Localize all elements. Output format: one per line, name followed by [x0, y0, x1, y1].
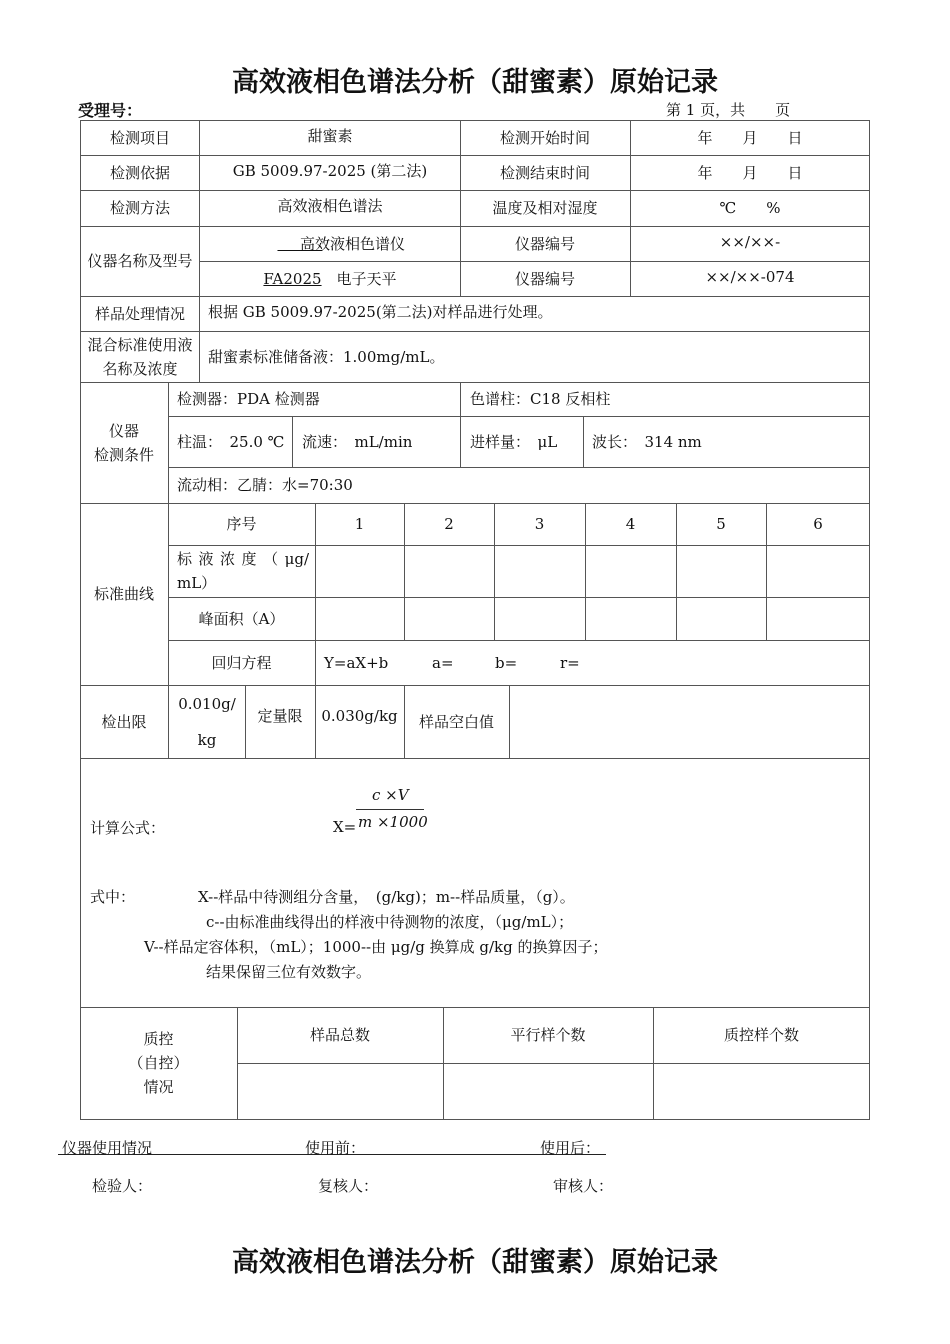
end-time-label: 检测结束时间 — [499, 164, 590, 182]
lod-label: 检出限 — [101, 712, 147, 731]
qc-parallel-label: 平行样个数 — [510, 1026, 586, 1044]
regression-equation: Y=aX+b — [324, 654, 389, 672]
regression-label: 回归方程 — [211, 653, 272, 672]
method-value: 高效液相色谱法 — [277, 197, 383, 215]
approver-label: 审核人： — [553, 1177, 614, 1195]
test-item-value: 甜蜜素 — [307, 127, 353, 145]
sample-processing-label: 样品处理情况 — [94, 305, 185, 323]
method-label: 检测方法 — [109, 199, 170, 217]
column: 色谱柱：C18 反相柱 — [470, 390, 611, 408]
regression-b: b= — [495, 654, 518, 672]
concentration-label: 标 液 浓 度 （ μg/ mL） — [177, 550, 309, 592]
instrument-2-model: FA2025 — [263, 269, 322, 288]
instrument-1-no-label: 仪器编号 — [514, 234, 575, 253]
acceptance-number-label: 受理号： — [78, 101, 143, 120]
legend-line-1: X--样品中待测组分含量， (g/kg)；m--样品质量，（g）。 — [198, 888, 575, 906]
basis-label: 检测依据 — [109, 164, 170, 182]
legend-line-3: V--样品定容体积，（mL）；1000--由 μg/g 换算成 g/kg 的换算因子； — [144, 938, 608, 956]
seq-number: 6 — [813, 515, 823, 533]
standard-curve-label: 标准曲线 — [93, 585, 154, 603]
instrument-2-name: 电子天平 — [336, 269, 397, 288]
fraction-bar — [356, 809, 424, 810]
instrument-1-blank — [255, 232, 300, 256]
test-item-label: 检测项目 — [109, 129, 170, 147]
conditions-label: 仪器 检测条件 — [93, 421, 154, 464]
blank-value-label: 样品空白值 — [418, 712, 494, 731]
instrument-2-no-label: 仪器编号 — [514, 269, 575, 288]
usage-label: 仪器使用情况 — [62, 1139, 153, 1157]
usage-before-label: 使用前： — [305, 1139, 366, 1157]
basis-value: GB 5009.97-2025 (第二法) — [232, 162, 428, 180]
regression-a: a= — [432, 654, 454, 672]
instrument-2 — [200, 261, 460, 296]
seq-number: 3 — [534, 515, 545, 533]
next-page-title: 高效液相色谱法分析（甜蜜素）原始记录 — [232, 1247, 718, 1278]
qc-label: 质控 （自控） 情况 — [128, 1030, 189, 1096]
formula-numerator: c ×V — [372, 786, 409, 804]
regression-r: r= — [560, 654, 580, 672]
instrument-1-no-value: ××/××- — [719, 233, 781, 251]
reviewer-label: 复核人： — [318, 1177, 379, 1195]
environment-value: ℃ % — [719, 199, 781, 217]
standard-solution-label: 混合标准使用液名称及浓度 — [87, 335, 193, 378]
standard-solution-value: 甜蜜素标准储备液：1.00mg/mL。 — [208, 347, 445, 366]
end-time-value: 年 月 日 — [697, 164, 803, 182]
instrument-1 — [200, 226, 460, 261]
detector: 检测器：PDA 检测器 — [177, 390, 320, 408]
qc-count-label: 质控样个数 — [723, 1026, 799, 1044]
inspector-label: 检验人： — [92, 1177, 153, 1195]
sequence-label: 序号 — [226, 515, 257, 533]
instrument-2-no-value: ××/××-074 — [705, 268, 795, 286]
page-title: 高效液相色谱法分析（甜蜜素）原始记录 — [232, 67, 718, 98]
seq-number: 2 — [444, 515, 454, 533]
seq-number: 5 — [716, 515, 726, 533]
usage-after-label: 使用后： — [540, 1139, 601, 1157]
legend-line-2: c--由标准曲线得出的样液中待测物的浓度，（μg/mL）； — [206, 913, 574, 931]
sample-processing-value: 根据 GB 5009.97-2025(第二法)对样品进行处理。 — [208, 303, 553, 321]
page-info: 第 1 页，共 页 — [666, 101, 791, 119]
column-temperature: 柱温： 25.0 ℃ — [177, 432, 285, 451]
mobile-phase: 流动相：乙腈：水=70:30 — [177, 476, 353, 494]
wavelength: 波长： 314 nm — [592, 432, 702, 451]
instrument-1-name: 高效液相色谱仪 — [300, 234, 406, 253]
qc-total-label: 样品总数 — [309, 1026, 370, 1044]
start-time-value: 年 月 日 — [697, 129, 803, 147]
legend-line-4: 结果保留三位有效数字。 — [206, 963, 372, 981]
loq-value: 0.030g/kg — [321, 707, 398, 725]
peak-area-label: 峰面积（A） — [198, 609, 285, 628]
legend-label: 式中： — [90, 888, 136, 906]
formula-x: X= — [333, 818, 357, 836]
injection-volume: 进样量： μL — [470, 432, 558, 451]
seq-number: 4 — [625, 515, 636, 533]
start-time-label: 检测开始时间 — [499, 129, 590, 147]
flow-rate: 流速： mL/min — [302, 432, 413, 451]
environment-label: 温度及相对湿度 — [492, 199, 598, 217]
loq-label: 定量限 — [257, 707, 303, 725]
seq-number: 1 — [354, 515, 365, 533]
formula-label: 计算公式： — [90, 819, 166, 837]
instrument-label: 仪器名称及型号 — [87, 252, 193, 270]
lod-value: 0.010g/ kg — [178, 694, 236, 749]
formula-denominator: m ×1000 — [358, 813, 428, 831]
